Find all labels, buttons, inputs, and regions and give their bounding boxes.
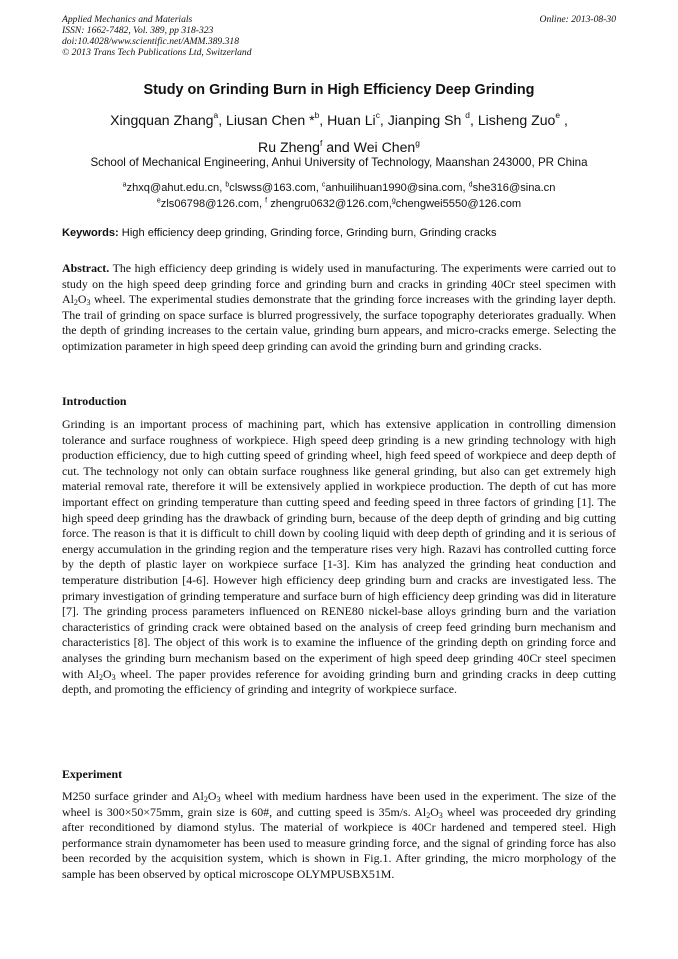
author: Xingquan Zhang$^a$, (110, 110, 227, 128)
author: Wei Chen$^g$ (353, 137, 420, 156)
section-heading-experiment: Experiment (62, 767, 123, 781)
keywords-text: High efficiency deep grinding, Grinding force, Grinding burn, Grinding cracks (118, 227, 497, 239)
affiliation: School of Mechanical Engineering, Anhui University of Technology, Maanshan 243000, PR China (90, 156, 588, 169)
issn-line: ISSN: 1662-7482, Vol. 389, pp 318-323 (62, 25, 214, 36)
abstract: Abstract. The high efficiency deep grinding is widely used in manufacturing. The experiments were carried out to study on the high speed deep grinding force and grinding burn and cracks in grinding 40Cr steel specimen with $Al_2O_3$ wheel. The experimental studies demonstrate that the grinding force increases with the grinding layer depth. The trail of grinding on space surface is blurred progressively, the surface topography deteriorates gradually. When the depth of grinding increases to the certain value, grinding burn appears, and micro-cracks emerge. Selecting the optimization parameter in high speed deep grinding can avoid the grinding burn and grinding cracks. (62, 261, 616, 353)
copyright-line: © 2013 Trans Tech Publications Ltd, Switzerland (62, 47, 252, 58)
keywords-label: Keywords: (62, 227, 119, 239)
author: Lisheng Zuo$^e$ , (477, 110, 568, 128)
author: Huan Li$^c$, (327, 110, 388, 128)
email[interactable]: $^c$anhuilihuan1990@sina.com, (321, 181, 469, 194)
email-line-1 (62, 178, 616, 195)
email[interactable]: $^f$ zhengru0632@126.com, (265, 197, 392, 211)
email[interactable]: $^b$clswss@163.com, (225, 181, 322, 194)
paper-title: Study on Grinding Burn in High Efficiency Deep Grinding (143, 82, 535, 98)
email-list (62, 178, 616, 211)
abstract-label: Abstract. (62, 261, 110, 275)
section-heading-introduction: Introduction (62, 394, 127, 408)
author: Liusan Chen *$^b$, (226, 110, 328, 128)
journal-header (62, 14, 616, 58)
keywords (62, 227, 616, 239)
author: Jianping Sh $^d$, (387, 110, 478, 128)
online-date: Online: 2013-08-30 (539, 14, 616, 25)
journal-name: Applied Mechanics and Materials (62, 14, 193, 25)
author: Ru Zheng$^f$ and (258, 137, 354, 156)
email-line-2 (62, 195, 616, 212)
email[interactable]: $^g$chengwei5550@126.com (391, 197, 522, 211)
email[interactable]: $^e$zls06798@126.com, (156, 197, 266, 211)
doi-line: doi:10.4028/www.scientific.net/AMM.389.318 (62, 36, 240, 47)
experiment-paragraph: M250 surface grinder and $Al_2O_3$ wheel with medium hardness have been used in the experiment. The size of the wheel is 300×50×75mm, grain size is 60#, and cutting speed is 35m/s. $Al_2O_3$ wheel was proceeded dry grinding after reconditioned by diamond stylus. The material of workpiece is 40Cr hardened and tempered steel. High performance strain dynamometer has been used to measure grinding force, and the signal of grinding force has also been recorded by the acquisition system, which is shown in Fig.1. After grinding, the micro morphology of the sample has been observed by optical microscope OLYMPUSBX51M. (62, 789, 617, 881)
author-list (62, 104, 616, 159)
email[interactable]: $^d$she316@sina.cn (468, 181, 556, 194)
email[interactable]: $^a$zhxq@ahut.edu.cn, (122, 181, 226, 194)
introduction-paragraph: Grinding is an important process of machining part, which has extensive application in controlling dimension tolerance and surface roughness of workpiece. High speed deep grinding is a new grinding technology with high production efficiency, due to high cutting speed of grinding wheel, high feed speed of workpiece and deep depth of cut. The technology not only can obtain surface roughness like general grinding, but also can get extremely high material removal rate, therefore it will be extensively applied in workpiece production. The depth of cut has more important effect on grinding temperature than cutting speed and feeding speed in three factors of grinding [1]. The high speed deep grinding has the drawback of grinding burn, because of the deep depth of grinding and big cutting force. The reason is that it is difficult to chill down by cooling liquid with deep depth of grinding and it is serious of energy accumulation in the grinding region and the temperature rises very high. Razavi has controlled cutting force by the depth of plastic layer on workpiece surface [1-3]. Kim has analyzed the grinding heat conduction and temperature distribution [4-6]. However high efficiency deep grinding burn and cracks are investigated less. The primary investigation of grinding temperature and surface burn of high efficiency deep grinding was did in literature [7]. The grinding process parameters influenced on RENE80 nickel-base alloys grinding burn and the variation characteristics of grinding crack were obtained based on the analysis of creep feed grinding burn mechanism and characteristics [8]. The object of this work is to examine the influence of the grinding depth on grinding force and analyses the grinding burn mechanism based on the experiment of high speed deep grinding 40Cr steel specimen with $Al_2O_3$ wheel. The paper provides reference for avoiding grinding burn and grinding cracks in deep cutting depth, and promoting the efficiency of grinding and integrity of workpiece surface. (62, 417, 616, 697)
